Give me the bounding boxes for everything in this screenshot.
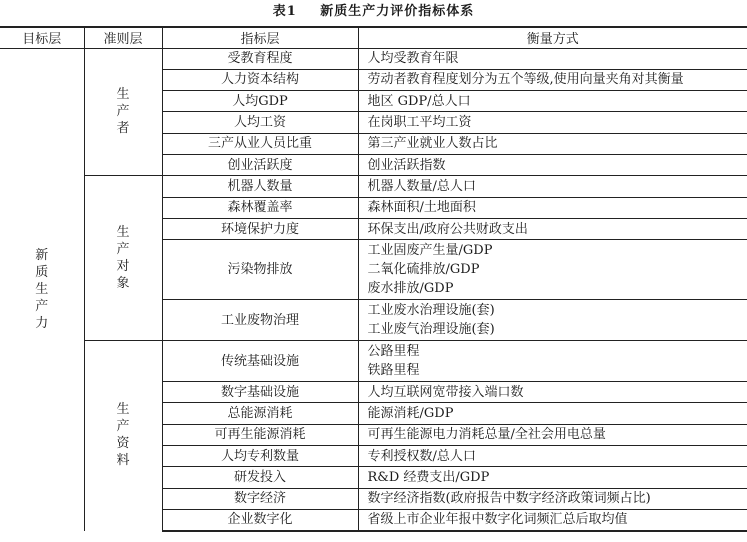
table-row xyxy=(0,48,747,69)
measure-line: 专利授权数/总人口 xyxy=(367,448,476,464)
measure-cell xyxy=(358,218,747,239)
measure-cell xyxy=(358,300,747,341)
measure-line: 森林面积/土地面积 xyxy=(367,200,476,216)
target-layer-label: 新质生产力 xyxy=(35,247,49,331)
measure-line: R&D 经费支出/GDP xyxy=(367,470,490,485)
table-caption xyxy=(0,0,747,24)
indicator-cell: 三产从业人员比重 xyxy=(162,133,358,154)
table-body xyxy=(0,48,747,531)
measure-cell xyxy=(358,424,747,445)
measure-line: 人均互联网宽带接入端口数 xyxy=(367,384,524,400)
measure-line: 工业废气治理设施(套) xyxy=(367,322,495,338)
criterion-label: 生产资料 xyxy=(116,402,130,469)
table-header-row xyxy=(0,27,747,48)
measure-cell xyxy=(358,403,747,424)
header-criterion: 准则层 xyxy=(84,27,162,48)
measure-cell xyxy=(358,488,747,509)
indicator-cell: 人均工资 xyxy=(162,112,358,133)
indicator-cell: 数字经济 xyxy=(162,488,358,509)
indicator-table xyxy=(0,26,747,532)
indicator-cell: 污染物排放 xyxy=(162,240,358,300)
measure-line: 工业固废产生量/GDP xyxy=(367,243,493,259)
table-row xyxy=(0,341,747,382)
measure-cell xyxy=(358,69,747,90)
indicator-cell: 可再生能源消耗 xyxy=(162,424,358,445)
measure-line: 省级上市企业年报中数字化词频汇总后取均值 xyxy=(367,512,628,528)
measure-line: 地区 GDP/总人口 xyxy=(367,93,471,109)
measure-line: 在岗职工平均工资 xyxy=(367,115,472,131)
criterion-cell xyxy=(84,48,162,176)
indicator-cell: 人力资本结构 xyxy=(162,69,358,90)
measure-line: 二氧化硫排放/GDP xyxy=(367,262,480,278)
measure-cell xyxy=(358,154,747,175)
indicator-cell: 机器人数量 xyxy=(162,176,358,197)
criterion-cell xyxy=(84,176,162,341)
measure-line: 劳动者教育程度划分为五个等级,使用向量夹角对其衡量 xyxy=(367,72,684,88)
measure-line: 废水排放/GDP xyxy=(367,281,454,297)
table-row xyxy=(0,176,747,197)
measure-cell xyxy=(358,341,747,382)
measure-cell xyxy=(358,509,747,530)
criterion-cell xyxy=(84,341,162,531)
indicator-cell: 森林覆盖率 xyxy=(162,197,358,218)
measure-cell xyxy=(358,112,747,133)
indicator-cell: 人均专利数量 xyxy=(162,446,358,467)
measure-line: 人均受教育年限 xyxy=(367,51,459,67)
measure-cell xyxy=(358,48,747,69)
indicator-cell: 研发投入 xyxy=(162,467,358,488)
indicator-cell: 企业数字化 xyxy=(162,509,358,530)
criterion-label: 生产对象 xyxy=(116,224,130,291)
header-indicator: 指标层 xyxy=(162,27,358,48)
criterion-label: 生产者 xyxy=(116,86,130,136)
indicator-cell: 环境保护力度 xyxy=(162,218,358,239)
measure-cell xyxy=(358,240,747,300)
indicator-cell: 总能源消耗 xyxy=(162,403,358,424)
measure-line: 数字经济指数(政府报告中数字经济政策词频占比) xyxy=(367,491,651,507)
measure-cell xyxy=(358,176,747,197)
indicator-cell: 受教育程度 xyxy=(162,48,358,69)
measure-line: 机器人数量/总人口 xyxy=(367,178,476,194)
measure-cell xyxy=(358,446,747,467)
measure-line: 环保支出/政府公共财政支出 xyxy=(367,221,528,237)
measure-cell xyxy=(358,382,747,403)
indicator-cell: 人均GDP xyxy=(162,91,358,112)
measure-line: 能源消耗/GDP xyxy=(367,406,454,422)
measure-line: 第三产业就业人数占比 xyxy=(367,136,498,152)
header-target: 目标层 xyxy=(0,27,84,48)
indicator-cell: 数字基础设施 xyxy=(162,382,358,403)
table-title: 新质生产力评价指标体系 xyxy=(320,4,475,19)
measure-cell xyxy=(358,197,747,218)
indicator-cell: 工业废物治理 xyxy=(162,300,358,341)
table-number: 表1 xyxy=(272,4,297,19)
measure-cell xyxy=(358,91,747,112)
measure-line: 创业活跃指数 xyxy=(367,157,446,173)
measure-line: 公路里程 xyxy=(367,344,420,360)
measure-line: 工业废水治理设施(套) xyxy=(367,303,495,319)
measure-line: 可再生能源电力消耗总量/全社会用电总量 xyxy=(367,427,606,443)
measure-cell xyxy=(358,467,747,488)
indicator-cell: 传统基础设施 xyxy=(162,341,358,382)
target-layer-cell xyxy=(0,48,84,531)
measure-cell xyxy=(358,133,747,154)
header-measure: 衡量方式 xyxy=(358,27,747,48)
measure-line: 铁路里程 xyxy=(367,363,420,379)
indicator-cell: 创业活跃度 xyxy=(162,154,358,175)
